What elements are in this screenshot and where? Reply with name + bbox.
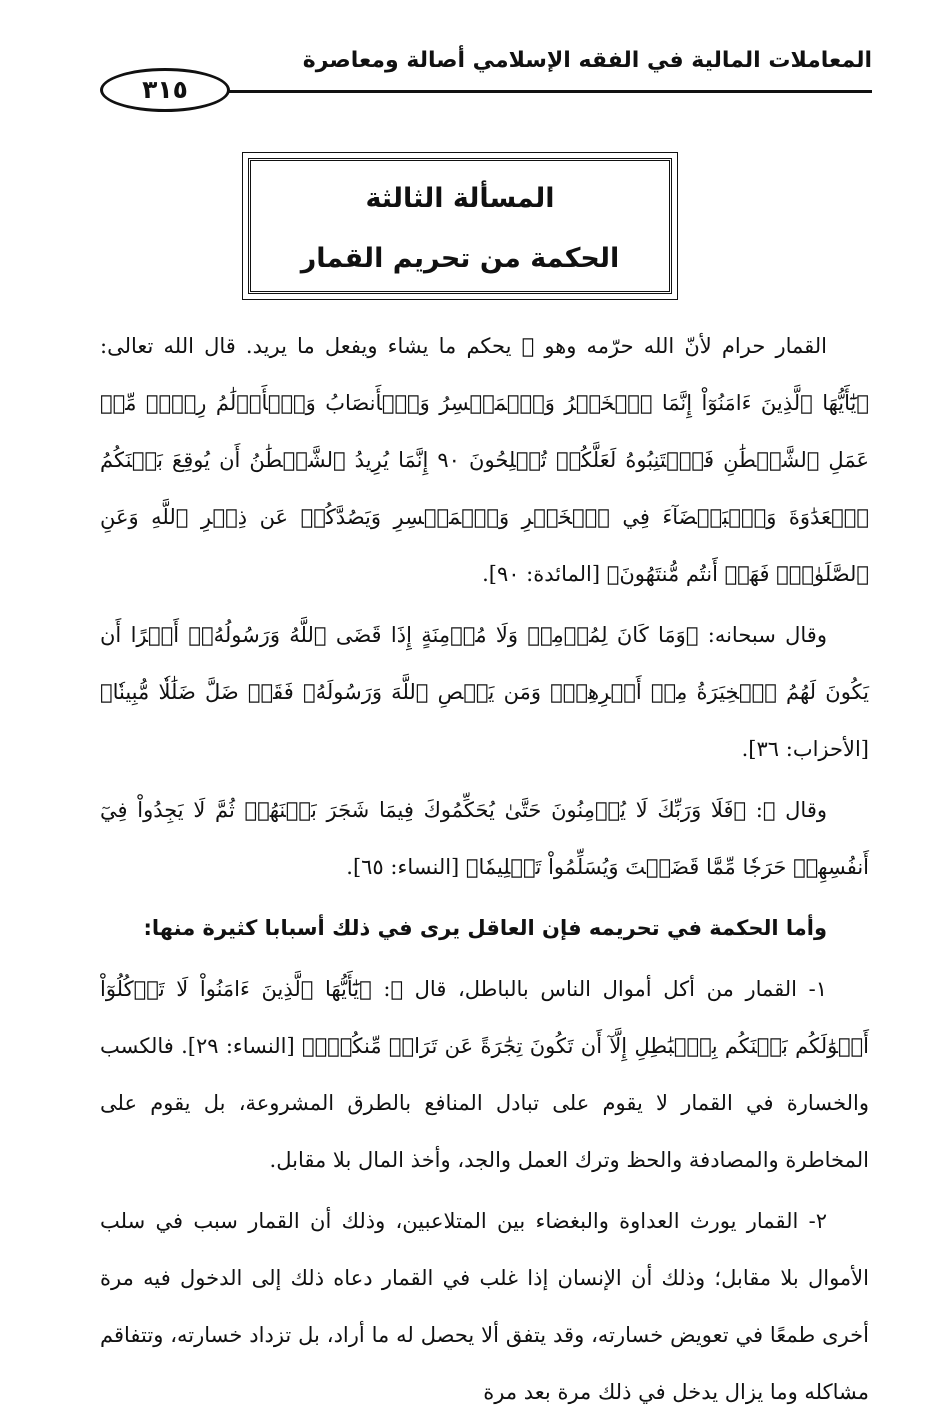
- chapter-title-line-1: المسألة الثالثة: [365, 183, 555, 214]
- chapter-title-box: [248, 158, 672, 294]
- paragraph-4-heading: وأما الحكمة في تحريمه فإن العاقل يرى في ذلك أسبابا كثيرة منها:: [143, 916, 827, 940]
- paragraph-6-point-2: ٢- القمار يورث العداوة والبغضاء بين المتلاعبين، وذلك أن القمار سبب في سلب الأموال بلا مقابل؛ وذلك أن الإنسان إذا غلب في القمار دعاه ذلك إلى الدخول فيه مرة أخرى طمعًا في تعويض خسارته، وقد يتفق ألا يحصل له ما أراد، بل تزداد خسارته، وتتفاقم مشاكله وما يزال يدخل في ذلك مرة بعد مرة: [100, 1209, 869, 1404]
- running-title: المعاملات المالية في الفقه الإسلامي أصالة ومعاصرة: [302, 48, 872, 73]
- paragraph-3: وقال ﷻ: ﴿فَلَا وَرَبِّكَ لَا يُؤۡمِنُونَ حَتَّىٰ يُحَكِّمُوكَ فِيمَا شَجَرَ بَيۡنَهُمۡ ثُمَّ لَا يَجِدُواْ فِيٓ أَنفُسِهِمۡ حَرَجٗا مِّمَّا قَضَيۡتَ وَيُسَلِّمُواْ تَسۡلِيمٗا﴾ [النساء: ٦٥].: [100, 798, 869, 879]
- chapter-title-line-2: الحكمة من تحريم القمار: [300, 243, 620, 274]
- body-text: [100, 318, 869, 1425]
- page-header: [100, 40, 872, 120]
- paragraph-5-point-1: ١- القمار من أكل أموال الناس بالباطل، قال ﷻ: ﴿يَٰٓأَيُّهَا ٱلَّذِينَ ءَامَنُواْ لَا تَأۡكُلُوٓاْ أَمۡوَٰلَكُم بَيۡنَكُم بِٱلۡبَٰطِلِ إِلَّآ أَن تَكُونَ تِجَٰرَةً عَن تَرَاضٖ مِّنكُمۡۚ﴾ [النساء: ٢٩]. فالكسب والخسارة في القمار لا يقوم على تبادل المنافع بالطرق المشروعة، بل يقوم على المخاطرة والمصادفة والحظ وترك العمل والجد، وأخذ المال بلا مقابل.: [100, 977, 869, 1172]
- paragraph-1: القمار حرام لأنّ الله حرّمه وهو ﷻ يحكم ما يشاء ويفعل ما يريد. قال الله تعالى: ﴿يَٰٓأَيُّهَا ٱلَّذِينَ ءَامَنُوٓاْ إِنَّمَا ٱلۡخَمۡرُ وَٱلۡمَيۡسِرُ وَٱلۡأَنصَابُ وَٱلۡأَزۡلَٰمُ رِجۡسٞ مِّنۡ عَمَلِ ٱلشَّيۡطَٰنِ فَٱجۡتَنِبُوهُ لَعَلَّكُمۡ تُفۡلِحُونَ ٩٠ إِنَّمَا يُرِيدُ ٱلشَّيۡطَٰنُ أَن يُوقِعَ بَيۡنَكُمُ ٱلۡعَدَٰوَةَ وَٱلۡبَغۡضَآءَ فِي ٱلۡخَمۡرِ وَٱلۡمَيۡسِرِ وَيَصُدَّكُمۡ عَن ذِكۡرِ ٱللَّهِ وَعَنِ ٱلصَّلَوٰةِۖ فَهَلۡ أَنتُم مُّنتَهُونَ﴾ [المائدة: ٩٠].: [100, 334, 869, 586]
- paragraph-2: وقال سبحانه: ﴿وَمَا كَانَ لِمُؤۡمِنٖ وَلَا مُؤۡمِنَةٍ إِذَا قَضَى ٱللَّهُ وَرَسُولُهُۥٓ أَمۡرًا أَن يَكُونَ لَهُمُ ٱلۡخِيَرَةُ مِنۡ أَمۡرِهِمۡۗ وَمَن يَعۡصِ ٱللَّهَ وَرَسُولَهُۥ فَقَدۡ ضَلَّ ضَلَٰلٗا مُّبِينٗا﴾ [الأحزاب: ٣٦].: [100, 623, 869, 761]
- page-number: ٣١٥: [100, 68, 230, 112]
- header-rule: [180, 90, 872, 93]
